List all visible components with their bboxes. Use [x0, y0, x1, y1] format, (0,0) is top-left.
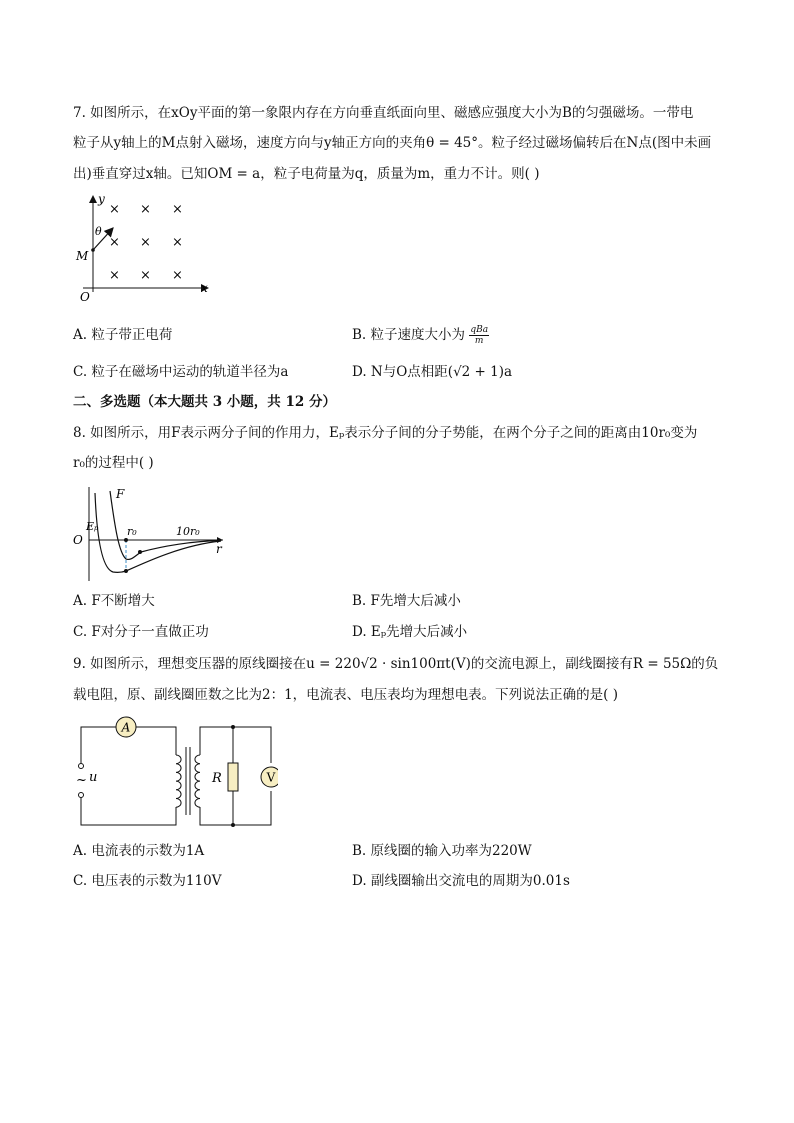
q7-option-b-fraction	[469, 325, 489, 346]
q7-cross: ×	[140, 202, 151, 217]
q9-resistor-label: R	[212, 771, 222, 786]
q7-cross: ×	[140, 235, 151, 250]
section-header-multiple-choice: 二、多选题（本大题共 3 小题，共 12 分）	[73, 394, 336, 410]
q9-option-c: C. 电压表的示数为110V	[73, 873, 222, 889]
q9-primary-wire-top-right	[136, 727, 176, 755]
q9-secondary-wire-top	[200, 727, 271, 763]
q9-option-a: A. 电流表的示数为1A	[73, 843, 205, 859]
q9-secondary-wire-bottom	[200, 791, 271, 825]
q8-f-label: F	[116, 487, 125, 501]
q9-ammeter-label: A	[121, 720, 131, 735]
q8-f-min-point	[138, 550, 142, 554]
q7-stem-line2: 粒子从y轴上的M点射入磁场，速度方向与y轴正方向的夹角θ = 45°。粒子经过磁场偏转后在N点(图中未画	[73, 135, 712, 151]
q7-origin-label: O	[80, 290, 90, 304]
q7-stem-line1: 7. 如图所示，在xOy平面的第一象限内存在方向垂直纸面向里、磁感应强度大小为B的匀强磁场。一带电	[73, 105, 694, 121]
q7-cross: ×	[172, 202, 183, 217]
q9-primary-wire-top-left	[81, 727, 116, 763]
q9-stem-line2: 载电阻，原、副线圈匝数之比为2：1，电流表、电压表均为理想电表。下列说法正确的是( )	[73, 687, 619, 703]
q9-source-terminal-top	[79, 764, 84, 769]
q7-m-label: M	[76, 249, 89, 263]
q7-field-crosses	[109, 202, 183, 283]
q7-cross: ×	[172, 235, 183, 250]
q9-resistor	[228, 763, 238, 791]
q7-x-label: x	[201, 281, 208, 295]
q7-figure	[73, 192, 218, 307]
q7-cross: ×	[109, 202, 120, 217]
q9-circuit-figure	[73, 715, 278, 833]
q7-cross: ×	[109, 235, 120, 250]
q8-ep-label: Eₚ	[86, 520, 99, 533]
q9-option-d: D. 副线圈输出交流电的周期为0.01s	[352, 873, 570, 889]
q8-r-label: r	[216, 542, 222, 556]
q8-option-d: D. Eₚ先增大后减小	[352, 624, 468, 640]
q7-y-label: y	[98, 192, 105, 206]
q9-source-terminal-bottom	[79, 793, 84, 798]
q8-ep-min-point	[124, 569, 128, 573]
q7-stem-line3: 出)垂直穿过x轴。已知OM = a，粒子电荷量为q，质量为m，重力不计。则( )	[73, 166, 540, 182]
q9-option-b: B. 原线圈的输入功率为220W	[352, 843, 532, 859]
q7-cross: ×	[109, 268, 120, 283]
q7-option-d: D. N与O点相距(√2 + 1)a	[352, 364, 513, 380]
q7-cross: ×	[140, 268, 151, 283]
q8-stem-line1: 8. 如图所示，用F表示两分子间的作用力，Eₚ表示分子间的分子势能，在两个分子之间的距离由10r₀变为	[73, 425, 698, 441]
q8-10r0-label: 10r₀	[176, 525, 200, 538]
q8-r0-point	[124, 538, 128, 542]
q9-voltmeter-label: V	[266, 770, 276, 785]
q7-option-b	[352, 325, 489, 346]
q7-option-b-numerator: qBa	[470, 325, 489, 335]
q9-junction-bottom	[231, 823, 235, 827]
q9-source-label: u	[89, 770, 98, 785]
q8-option-a: A. F不断增大	[73, 593, 155, 609]
q7-theta-label: θ	[95, 225, 102, 238]
q8-option-b: B. F先增大后减小	[352, 593, 461, 609]
q8-potential-curve	[95, 493, 221, 572]
q9-junction-top	[231, 725, 235, 729]
q8-r0-label: r₀	[127, 525, 137, 538]
q7-option-b-denominator: m	[474, 336, 484, 346]
q9-primary-wire-bottom	[81, 795, 176, 825]
q8-stem-line2: r₀的过程中( )	[73, 455, 154, 471]
q8-origin-label: O	[73, 533, 83, 547]
q7-option-a: A. 粒子带正电荷	[73, 327, 173, 343]
q7-cross: ×	[172, 268, 183, 283]
q7-option-b-prefix: B. 粒子速度大小为	[352, 327, 466, 343]
q8-figure	[73, 483, 233, 583]
q8-option-c: C. F对分子一直做正功	[73, 624, 209, 640]
q7-option-c: C. 粒子在磁场中运动的轨道半径为a	[73, 364, 289, 380]
q9-secondary-coil	[195, 755, 200, 807]
q9-stem-line1: 9. 如图所示，理想变压器的原线圈接在u = 220√2 · sin100πt(V)的交流电源上，副线圈接有R = 55Ω的负	[73, 656, 719, 672]
q9-primary-coil	[176, 755, 181, 807]
q9-source-symbol: ~	[76, 773, 87, 788]
